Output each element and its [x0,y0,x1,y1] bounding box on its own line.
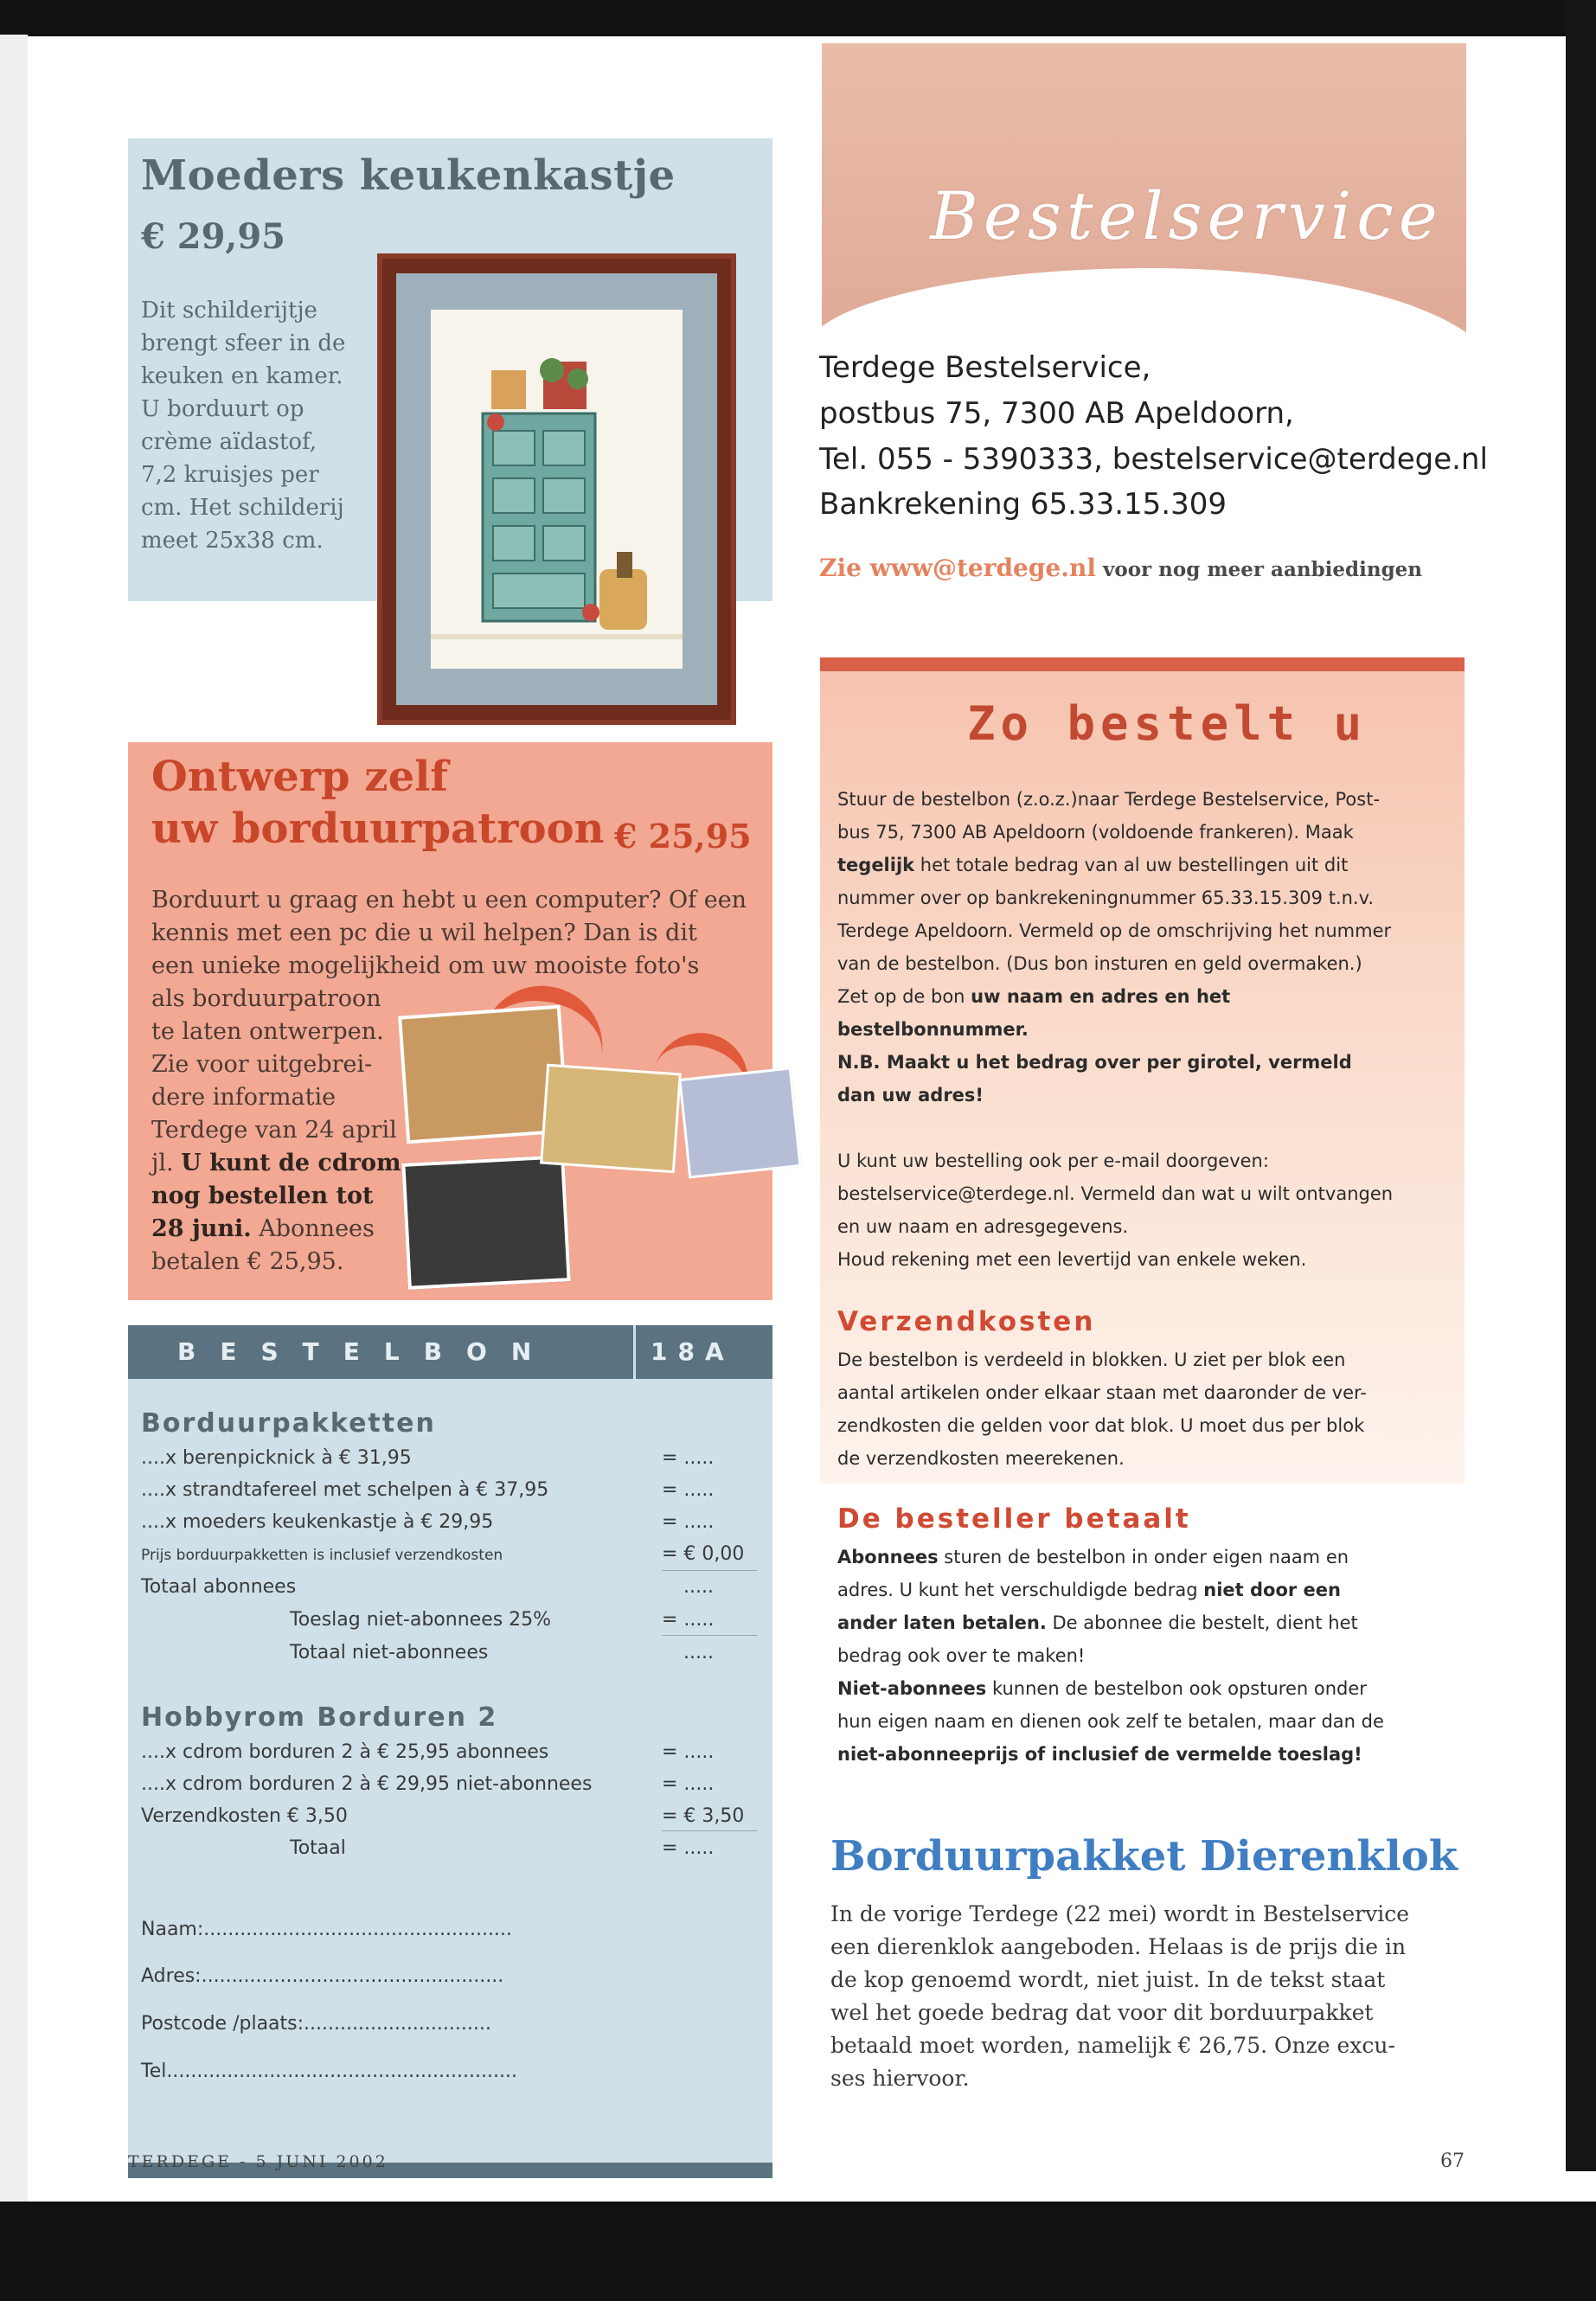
verzendkosten-line: de verzendkosten meerekenen. [837,1448,1125,1469]
betaalt-bold: Abonnees [837,1547,939,1567]
dierenklok-line: een dierenklok aangeboden. Helaas is de prijs die in [830,1934,1407,1959]
moeders-line: U borduurt op [141,396,304,422]
moeders-line: brengt sfeer in de [141,330,346,356]
scan-bottom-border [0,2202,1596,2301]
order-row: Totaal abonnees [141,1576,297,1598]
betaalt-line [837,1547,1349,1567]
value-underline [662,1635,757,1636]
betaalt-bold: niet-abonneeprijs of inclusief de vermelde toeslag! [837,1744,1362,1765]
instruction-line: Stuur de bestelbon (z.o.z.)naar Terdege Bestelservice, Post- [837,789,1381,810]
ontwerp-title-line1: Ontwerp zelf [151,753,448,801]
email-line: Houd rekening met een levertijd van enkele weken. [837,1249,1307,1270]
panel-top-strip [820,657,1465,671]
order-row-value: = € 0,00 [662,1543,745,1565]
dierenklok-line: In de vorige Terdege (22 mei) wordt in Bestelservice [830,1901,1410,1926]
instruction-line: bus 75, 7300 AB Apeldoorn (voldoende frankeren). Maak [837,822,1354,843]
phone-field[interactable]: Tel.......................................................... [141,2061,517,2082]
ontwerp-line: als borduurpatroon [151,985,381,1012]
website-text: voor nog meer aanbiedingen [1095,558,1423,581]
moeders-title: Moeders keukenkastje [141,151,676,200]
instruction-line [837,986,1230,1007]
ontwerp-line: Borduurt u graag en hebt u een computer? Of een [151,887,747,913]
moeders-line: meet 25x38 cm. [141,528,324,554]
verzendkosten-line: aantal artikelen onder elkaar staan met daaronder de ver- [837,1382,1367,1403]
dierenklok-title: Borduurpakket Dierenklok [830,1832,1458,1881]
order-row-value: = € 3,50 [662,1805,745,1827]
email-line: en uw naam en adresgegevens. [837,1216,1129,1237]
instruction-line [837,1052,1352,1073]
website-line [819,554,1422,582]
order-row: ....x berenpicknick à € 31,95 [141,1447,412,1469]
moeders-line: keuken en kamer. [141,363,343,389]
ontwerp-line: een unieke mogelijkheid om uw mooiste foto's [151,952,700,979]
zo-bestelt-u-title: Zo bestelt u [967,696,1368,751]
ontwerp-line: betalen € 25,95. [151,1248,344,1275]
moeders-line: Dit schilderijtje [141,298,317,324]
dog-pattern-card [678,1067,801,1178]
moeders-description [141,294,383,557]
address-line: postbus 75, 7300 AB Apeldoorn, [819,396,1294,431]
moeders-price: € 29,95 [141,216,286,257]
verzendkosten-title: Verzendkosten [837,1306,1096,1337]
ontwerp-bold-text: nog bestellen tot [151,1183,374,1209]
bestelbon-header-divider [633,1325,636,1379]
betaalt-text: adres. U kunt het verschuldigde bedrag [837,1580,1204,1600]
betaalt-text: kunnen de bestelbon ook opsturen onder [986,1678,1367,1699]
software-screenshot-photo [540,1064,682,1174]
betaalt-bold: ander laten betalen. [837,1612,1047,1633]
betaalt-text: sturen de bestelbon in onder eigen naam en [938,1547,1349,1567]
moeders-line: 7,2 kruisjes per [141,462,319,488]
order-row-value[interactable]: = ..... [662,1511,715,1533]
ontwerp-line: Terdege van 24 april [151,1117,397,1144]
ontwerp-line: Zie voor uitgebrei- [151,1051,373,1078]
cabinet-illustration [431,310,683,669]
ontwerp-line [151,1147,401,1180]
kitchen-cabinet-artwork [431,310,683,669]
postcode-field[interactable]: Postcode /plaats:............................... [141,2013,491,2035]
order-row-value[interactable]: = ..... [662,1609,715,1631]
instruction-text: Zet op de bon [837,986,971,1007]
order-row-value[interactable]: = ..... [662,1741,715,1763]
ontwerp-line: te laten ontwerpen. [151,1018,384,1045]
order-row-value[interactable]: = ..... [662,1773,715,1795]
dierenklok-line: de kop genoemd wordt, niet juist. In de tekst staat [830,1967,1386,1992]
instruction-line [837,855,1348,875]
footer-publication: TERDEGE - 5 JUNI 2002 [128,2152,388,2171]
order-row: ....x cdrom borduren 2 à € 25,95 abonnees [141,1741,549,1763]
scan-right-border [1566,0,1596,2171]
section-borduurpakketten: Borduurpakketten [141,1408,436,1439]
ontwerp-line: kennis met een pc die u wil helpen? Dan is dit [151,920,697,946]
ontwerp-line: dere informatie [151,1084,337,1111]
website-link[interactable]: Zie www@terdege.nl [819,554,1096,582]
order-row: Verzendkosten € 3,50 [141,1805,348,1827]
betaalt-line [837,1744,1362,1765]
address-line: Terdege Bestelservice, [819,350,1151,385]
betaalt-line [837,1678,1367,1699]
betaalt-bold: Niet-abonnees [837,1678,987,1699]
order-row-value[interactable]: ..... [683,1576,714,1598]
betaalt-line [837,1580,1341,1600]
ontwerp-bold-text: U kunt de cdrom [181,1150,401,1176]
order-row: ....x cdrom borduren 2 à € 29,95 niet-abonnees [141,1773,593,1795]
email-line: bestelservice@terdege.nl. Vermeld dan wat u wilt ontvangen [837,1183,1394,1204]
ontwerp-line [151,1213,375,1246]
ontwerp-text: jl. [151,1150,182,1176]
moeders-line: crème aïdastof, [141,429,317,455]
bestelbon-number: 18A [651,1337,734,1366]
instruction-bold: tegelijk [837,855,915,875]
instruction-bold: bestelbonnummer. [837,1019,1029,1040]
address-line: Tel. 055 - 5390333, bestelservice@terdege.nl [819,442,1488,477]
betaalt-line: bedrag ook over te maken! [837,1645,1086,1666]
address-line: Bankrekening 65.33.15.309 [819,487,1227,522]
value-underline [662,1570,757,1571]
ontwerp-bold-text: 28 juni. [151,1215,252,1242]
ontwerp-title-line2: uw borduurpatroon [151,804,605,853]
order-row: Totaal [290,1837,346,1859]
address-field[interactable]: Adres:.................................................. [141,1965,504,1987]
betaalt-line: hun eigen naam en dienen ook zelf te betalen, maar dan de [837,1711,1384,1732]
dierenklok-line: ses hiervoor. [830,2066,970,2091]
order-row-value[interactable]: = ..... [662,1447,715,1469]
scan-left-edge [0,35,28,2202]
bestelbon-header-title: BESTELBON [177,1337,556,1366]
instruction-line: nummer over op bankrekeningnummer 65.33.15.309 t.n.v. [837,888,1375,908]
page-number: 67 [1440,2150,1465,2172]
betaalt-line [837,1612,1358,1633]
verzendkosten-line: De bestelbon is verdeeld in blokken. U ziet per blok een [837,1349,1346,1370]
scan-top-border [0,0,1596,36]
order-row: ....x moeders keukenkastje à € 29,95 [141,1511,494,1533]
instruction-line: Terdege Apeldoorn. Vermeld op de omschrijving het nummer [837,920,1392,941]
section-hobbyrom: Hobbyrom Borduren 2 [141,1702,498,1733]
dierenklok-line: betaald moet worden, namelijk € 26,75. Onze excu- [830,2033,1395,2058]
ontwerp-price: € 25,95 [614,817,752,856]
order-row: Toeslag niet-abonnees 25% [290,1609,552,1631]
dierenklok-line: wel het goede bedrag dat voor dit borduurpakket [830,2000,1374,2025]
ontwerp-line [151,1180,374,1213]
email-line: U kunt uw bestelling ook per e-mail doorgeven: [837,1150,1269,1171]
order-note: Prijs borduurpakketten is inclusief verzendkosten [141,1547,503,1564]
order-row: ....x strandtafereel met schelpen à € 37,95 [141,1479,549,1501]
de-besteller-betaalt-title: De besteller betaalt [837,1503,1191,1535]
value-underline [662,1830,757,1831]
instruction-line: van de bestelbon. (Dus bon insturen en geld overmaken.) [837,953,1362,974]
name-field[interactable]: Naam:................................................... [141,1919,512,1940]
instruction-bold: dan uw adres! [837,1085,984,1106]
instruction-bold: uw naam en adres en het [971,986,1231,1007]
instruction-line [837,1019,1029,1040]
betaalt-text: De abonnee die bestelt, dient het [1046,1612,1358,1633]
dog-photo-dark [401,1155,570,1290]
instruction-line [837,1085,984,1106]
instruction-text: het totale bedrag van al uw bestellingen uit dit [914,855,1349,875]
instruction-bold: N.B. Maakt u het bedrag over per girotel, vermeld [837,1052,1352,1073]
verzendkosten-line: zendkosten die gelden voor dat blok. U moet dus per blok [837,1415,1365,1436]
betaalt-bold: niet door een [1203,1580,1341,1600]
order-row-value[interactable]: = ..... [662,1837,715,1859]
ontwerp-text: Abonnees [251,1215,375,1242]
moeders-line: cm. Het schilderij [141,495,344,521]
order-row-value[interactable]: ..... [683,1642,714,1663]
order-row-value[interactable]: = ..... [662,1479,715,1501]
bestelservice-script-title: Bestelservice [930,177,1443,254]
order-row: Totaal niet-abonnees [290,1642,489,1663]
